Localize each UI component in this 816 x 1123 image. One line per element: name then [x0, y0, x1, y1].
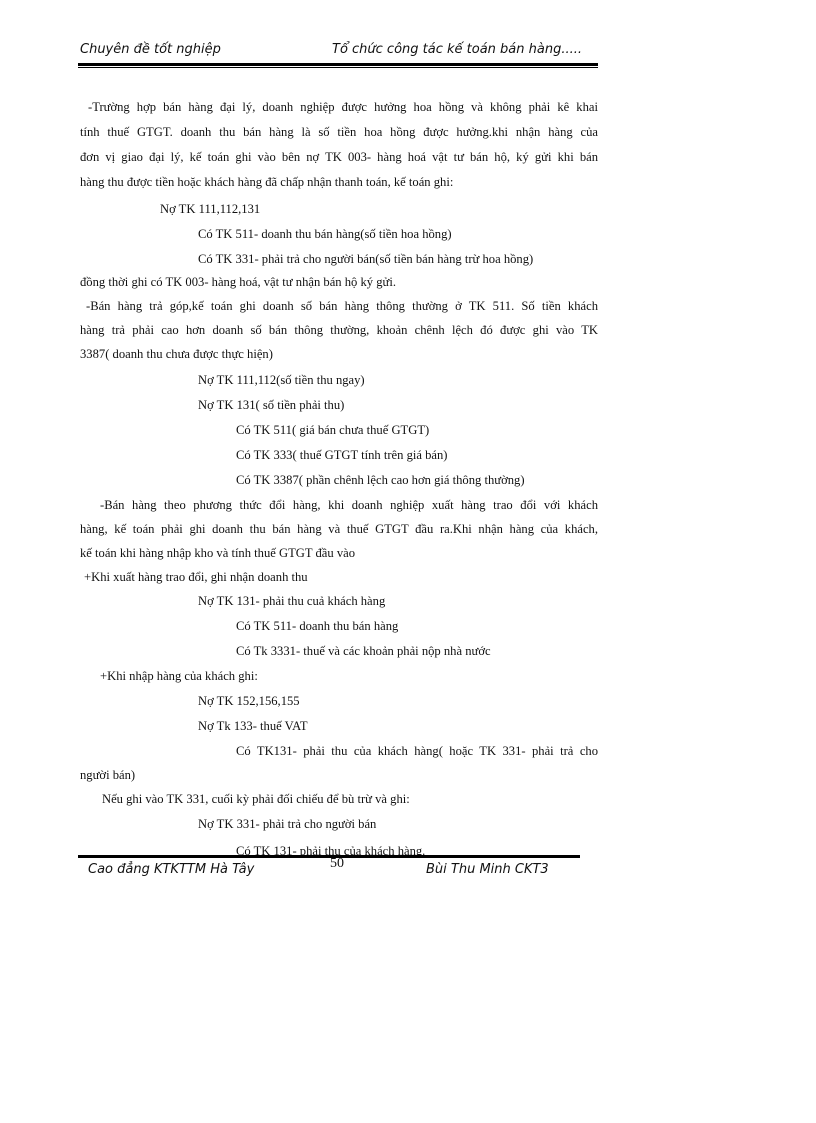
journal-entry: Có TK 331- phải trả cho người bán(số tiền bán hàng trừ hoa hồng) [198, 252, 534, 266]
paragraph-line: -Trường hợp bán hàng đại lý, doanh nghiệp được hưởng hoa hồng và không phải kê khai [88, 100, 598, 114]
journal-entry: người bán) [80, 768, 136, 782]
journal-entry: Có TK 3387( phần chênh lệch cao hơn giá thông thường) [236, 473, 525, 487]
paragraph-line: -Bán hàng trả góp,kế toán ghi doanh số bán hàng thông thường ở TK 511. Số tiền khách [86, 299, 598, 313]
header-left-text: Chuyên đề tốt nghiệp [80, 42, 221, 57]
footer-right-text: Bùi Thu Minh CKT3 [426, 862, 549, 877]
journal-entry: Nợ TK 331- phải trả cho người bán [198, 817, 377, 831]
journal-entry: Có TK 131- phải thu của khách hàng. [236, 844, 426, 858]
journal-entry: Có TK131- phải thu của khách hàng( hoặc TK 331- phải trả cho [236, 744, 598, 758]
journal-entry: Có TK 511( giá bán chưa thuế GTGT) [236, 423, 430, 437]
page-number: 50 [330, 856, 344, 871]
paragraph-line: đơn vị giao đại lý, kế toán ghi vào bên nợ TK 003- hàng hoá vật tư bán hộ, ký gửi khi bán [80, 150, 598, 164]
paragraph-line: kế toán khi hàng nhập kho và tính thuế GTGT đầu vào [80, 546, 356, 560]
header-rule [78, 63, 598, 68]
journal-entry: Có TK 511- doanh thu bán hàng [236, 619, 399, 633]
paragraph-line: +Khi nhập hàng của khách ghi: [100, 669, 258, 683]
paragraph-line: Nếu ghi vào TK 331, cuối kỳ phải đối chiếu để bù trừ và ghi: [102, 792, 410, 806]
paragraph-line: hàng trả phải cao hơn doanh số bán thông thường, khoản chênh lệch đó được ghi vào TK [80, 323, 598, 337]
paragraph-line: tính thuế GTGT. doanh thu bán hàng là số tiền hoa hồng được hưởng.khi nhận hàng của [80, 125, 598, 139]
paragraph-line: +Khi xuất hàng trao đổi, ghi nhận doanh thu [84, 570, 308, 584]
paragraph-line: 3387( doanh thu chưa được thực hiện) [80, 347, 273, 361]
paragraph-line: hàng, kế toán phải ghi doanh thu bán hàng và thuế GTGT đầu ra.Khi nhận hàng của khách, [80, 522, 598, 536]
footer-left-text: Cao đẳng KTKTTM Hà Tây [88, 862, 255, 877]
footer-rule [78, 855, 580, 858]
journal-entry: Nợ Tk 133- thuế VAT [198, 719, 308, 733]
journal-entry: Có TK 511- doanh thu bán hàng(số tiền hoa hồng) [198, 227, 452, 241]
journal-entry: Nợ TK 152,156,155 [198, 694, 300, 708]
journal-entry: Nợ TK 111,112,131 [160, 202, 261, 216]
journal-entry: đồng thời ghi có TK 003- hàng hoá, vật tư nhận bán hộ ký gửi. [80, 275, 396, 289]
paragraph-line: hàng thu được tiền hoặc khách hàng đã chấp nhận thanh toán, kế toán ghi: [80, 175, 454, 189]
page-header [80, 42, 598, 62]
paragraph-line: -Bán hàng theo phương thức đổi hàng, khi doanh nghiệp xuất hàng trao đổi với khách [100, 498, 598, 512]
journal-entry: Nợ TK 131- phải thu cuả khách hàng [198, 594, 386, 608]
header-right-text: Tổ chức công tác kế toán bán hàng..... [332, 42, 582, 57]
journal-entry: Có Tk 3331- thuế và các khoản phải nộp nhà nước [236, 644, 491, 658]
journal-entry: Nợ TK 111,112(số tiền thu ngay) [198, 373, 365, 387]
journal-entry: Có TK 333( thuế GTGT tính trên giá bán) [236, 448, 448, 462]
journal-entry: Nợ TK 131( số tiền phải thu) [198, 398, 345, 412]
